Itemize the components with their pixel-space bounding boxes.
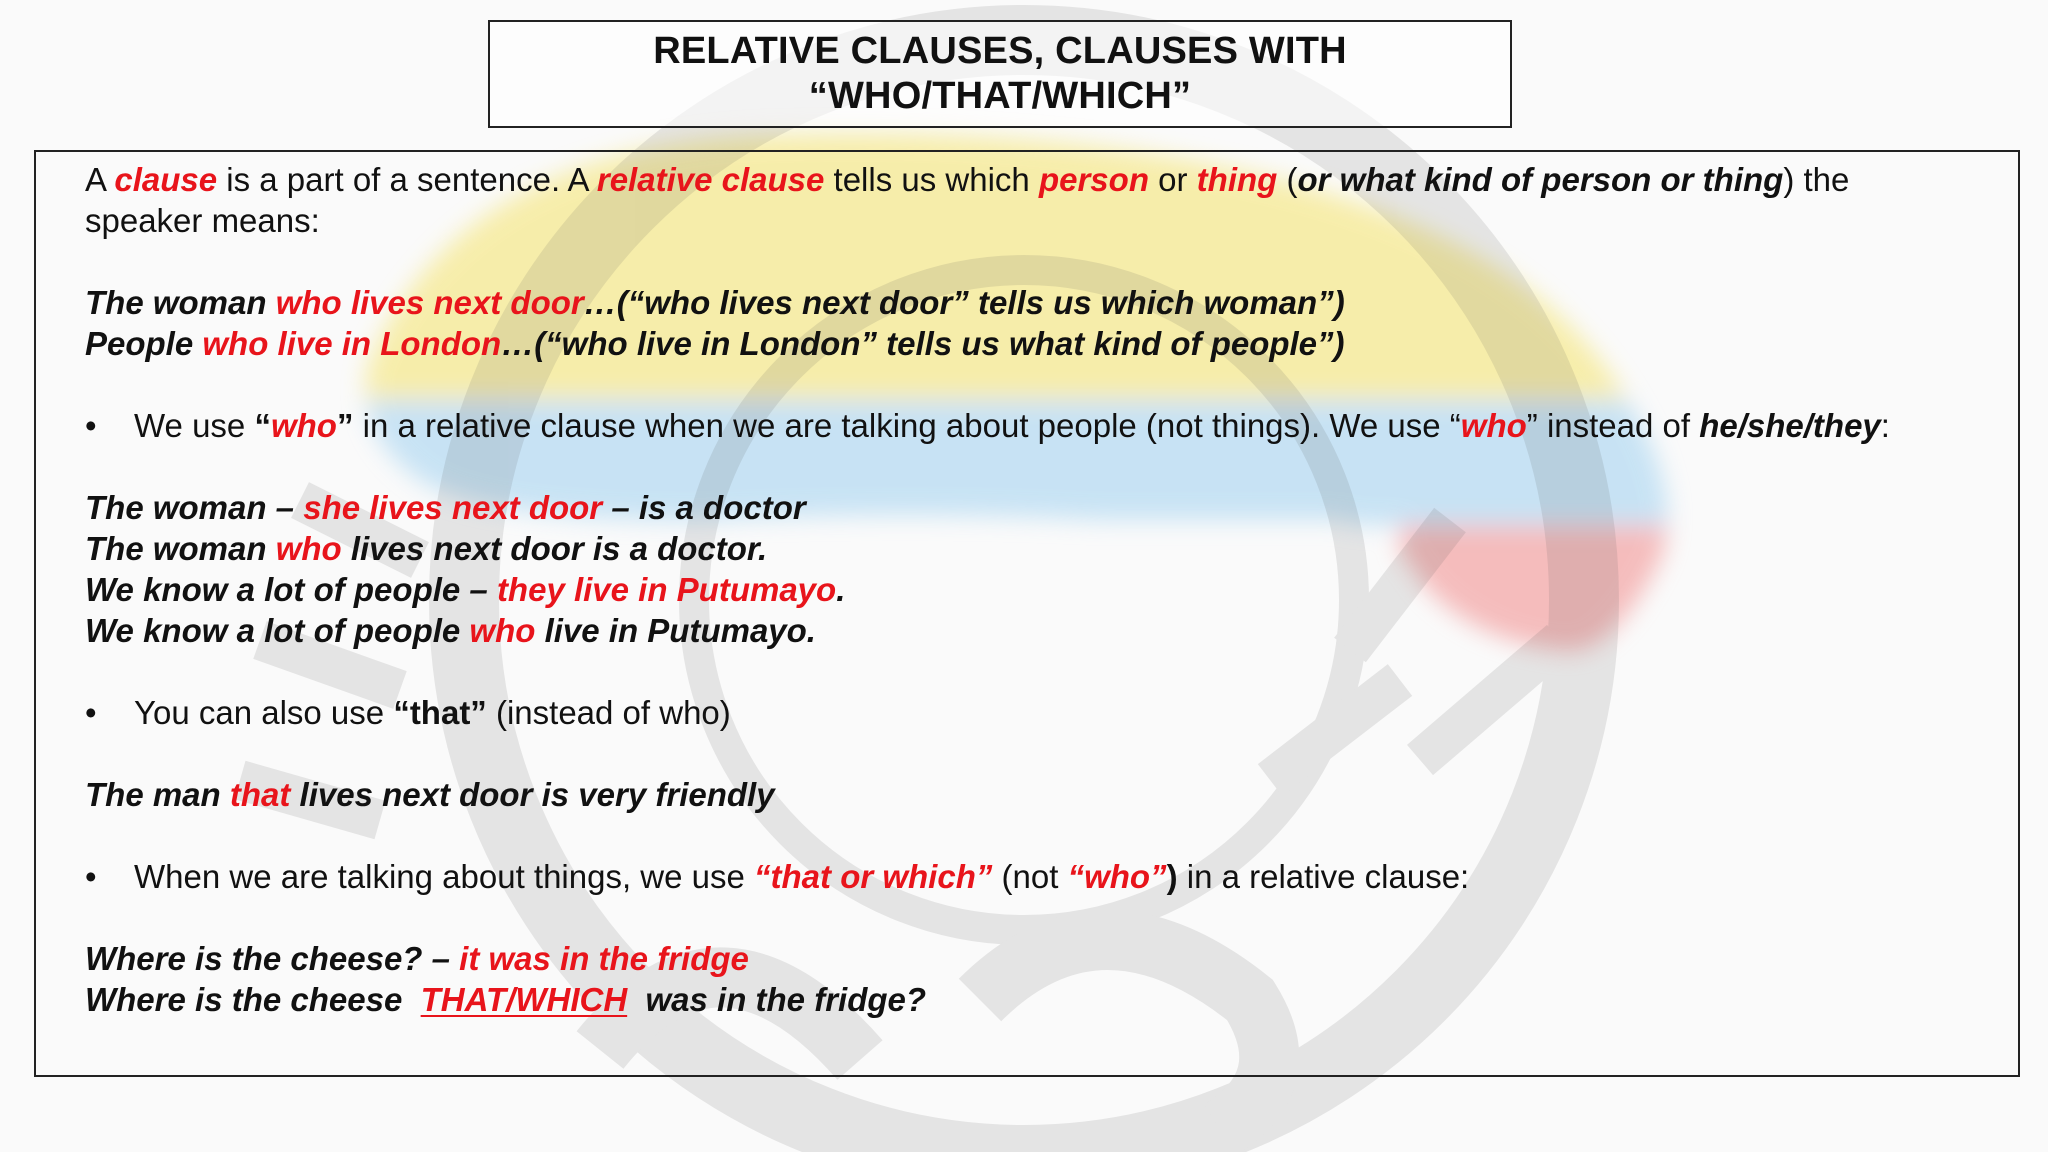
term-clause: clause (114, 161, 218, 198)
keyword-who: who (1460, 407, 1527, 444)
example-highlight: it was in the fridge (459, 940, 749, 977)
bullet-text-part: : (1880, 407, 1890, 444)
bullet-text-part: We use (134, 407, 255, 444)
example-text: The woman (85, 284, 276, 321)
example2-line-3 (85, 569, 845, 610)
bullet-2-text (134, 692, 731, 733)
example-highlight: who (469, 612, 536, 649)
example-text: The man (85, 776, 230, 813)
keyword-that-or-which: “that or which” (754, 858, 993, 895)
example3-line-1 (85, 774, 775, 815)
example-text: live in Putumayo. (535, 612, 816, 649)
example-text: Where is the cheese (85, 981, 421, 1018)
bullet-1-text (134, 405, 1890, 446)
example-highlight: who lives next door (275, 284, 584, 321)
example-text: was in the fridge? (627, 981, 927, 1018)
intro-text: A (85, 161, 115, 198)
example2-line-2 (85, 528, 767, 569)
example-highlight-underlined: THAT/WHICH (420, 981, 628, 1018)
intro-line-1 (85, 159, 1849, 200)
example4-line-2 (85, 979, 926, 1020)
keyword-pronouns: he/she/they (1699, 407, 1881, 444)
bullet-text-part: When we are talking about things, we use (134, 858, 755, 895)
title-line-2: “WHO/THAT/WHICH” (808, 75, 1192, 117)
example-highlight: that (229, 776, 291, 813)
bullet-3-text (134, 856, 1469, 897)
example-text: We know a lot of people – (85, 571, 497, 608)
example-text: lives next door is very friendly (290, 776, 775, 813)
keyword-who: who (270, 407, 337, 444)
example-highlight: she lives next door (303, 489, 603, 526)
bullet-text-part: (instead of who) (486, 694, 731, 731)
intro-text: ) the (1783, 161, 1850, 198)
example-text: – is a doctor (602, 489, 806, 526)
quote-mark: “ (254, 407, 271, 444)
example-highlight: who live in London (202, 325, 502, 362)
intro-text: is a part of a sentence. A (217, 161, 597, 198)
example-text: lives next door is a doctor. (341, 530, 768, 567)
title-line-1: RELATIVE CLAUSES, CLAUSES WITH (653, 30, 1347, 72)
keyword-that: “that” (393, 694, 487, 731)
example-text: People (85, 325, 203, 362)
example-text: Where is the cheese? – (85, 940, 460, 977)
example-highlight: who (275, 530, 342, 567)
example1-line-2 (85, 323, 1345, 364)
example-text: The woman – (85, 489, 304, 526)
example-text: …(“who live in London” tells us what kind of people”) (501, 325, 1345, 362)
intro-line-2: speaker means: (85, 202, 320, 239)
bullet-text-part: in a relative clause when we are talking about people (not things). We use “ (353, 407, 1461, 444)
term-relative-clause: relative clause (596, 161, 825, 198)
term-person: person (1038, 161, 1149, 198)
example1-line-1 (85, 282, 1345, 323)
bullet-text-part: You can also use (134, 694, 394, 731)
intro-text: tells us which (824, 161, 1039, 198)
term-kind: or what kind of person or thing (1297, 161, 1784, 198)
example-text: We know a lot of people (85, 612, 470, 649)
bullet-text-part: (not (992, 858, 1068, 895)
bullet-text-part: in a relative clause: (1177, 858, 1470, 895)
term-thing: thing (1196, 161, 1278, 198)
keyword-who: “who” (1067, 858, 1167, 895)
content-box (34, 150, 2020, 1077)
example-text: . (836, 571, 846, 608)
example4-line-1 (85, 938, 749, 979)
title-box (488, 20, 1512, 128)
intro-text: or (1148, 161, 1197, 198)
intro-text: ( (1277, 161, 1298, 198)
bullet-text-part: ) (1166, 858, 1178, 895)
example-text: The woman (85, 530, 276, 567)
example-text: …(“who lives next door” tells us which woman”) (583, 284, 1345, 321)
bullet-2-icon: • (85, 694, 97, 731)
example-highlight: they live in Putumayo (496, 571, 837, 608)
bullet-1-icon: • (85, 407, 97, 444)
example2-line-4 (85, 610, 816, 651)
bullet-3-icon: • (85, 858, 97, 895)
quote-mark: ” (336, 407, 354, 444)
example2-line-1 (85, 487, 806, 528)
bullet-text-part: ” instead of (1526, 407, 1700, 444)
